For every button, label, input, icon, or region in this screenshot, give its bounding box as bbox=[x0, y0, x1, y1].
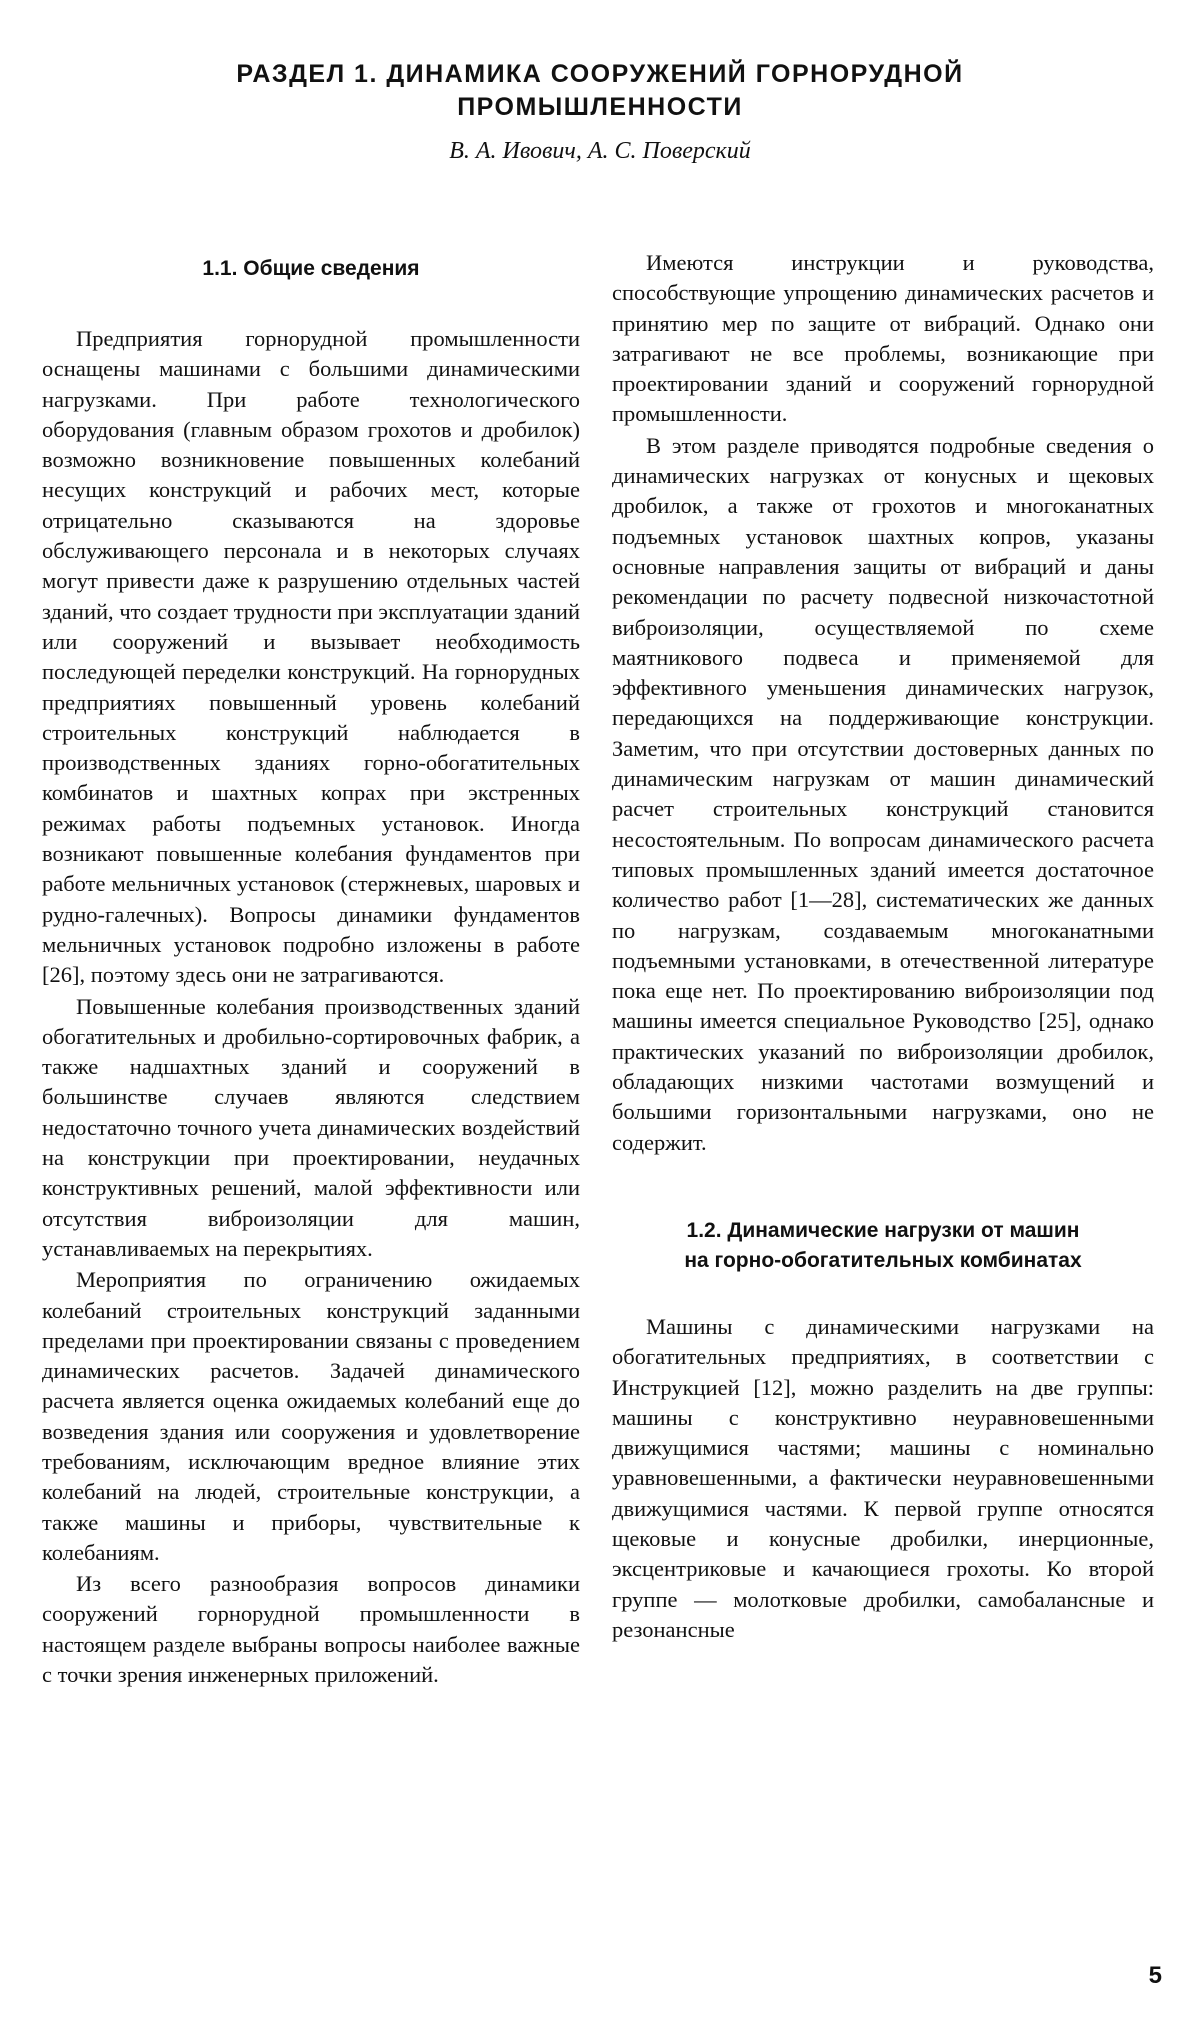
subsection-heading-line-2: на горно-обогатительных комбинатах bbox=[684, 1248, 1082, 1272]
paragraph: Предприятия горнорудной промышленности оснащены машинами с большими динамическими нагрузками. При работе технологического оборудования (главным образом грохотов и дробилок) возможно возникновение повышенных колебаний несущих конструкций и рабочих мест, которые отрицательно сказываются на здоровье обслуживающего персонала и в некоторых случаях могут привести даже к разрушению отдельных частей зданий, что создает трудности при эксплуатации зданий или сооружений и вызывает необходимость последующей переделки конструкций. На горнорудных предприятиях повышенный уровень колебаний строительных конструкций наблюдается в производственных зданиях горно-обогатительных комбинатов и шахтных копрах при экстренных режимах работы подъемных установок. Иногда возникают повышенные колебания фундаментов при работе мельничных установок (стержневых, шаровых и рудно-галечных). Вопросы динамики фундаментов мельничных установок подробно изложены в работе [26], поэтому здесь они не затрагиваются. bbox=[42, 326, 580, 988]
subsection-heading-1-2 bbox=[612, 1216, 1154, 1276]
left-column bbox=[42, 248, 580, 1690]
right-column bbox=[612, 248, 1154, 1645]
paragraph: Повышенные колебания производственных зданий обогатительных и дробильно-сортировочных фабрик, а также надшахтных зданий и сооружений в большинстве случаев являются следствием недостаточно точного учета динамических воздействий на конструкции при проектировании, неудачных конструктивных решений, малой эффективности или отсутствия виброизоляции для машин, устанавливаемых на перекрытиях. bbox=[42, 993, 580, 1261]
page-header bbox=[0, 58, 1200, 165]
section-title-line-2: ПРОМЫШЛЕННОСТИ bbox=[457, 93, 743, 121]
section-title-line-1: РАЗДЕЛ 1. ДИНАМИКА СООРУЖЕНИЙ ГОРНОРУДНОЙ bbox=[236, 60, 964, 88]
paragraph: Имеются инструкции и руководства, способствующие упрощению динамических расчетов и принятию мер по защите от вибраций. Однако они затрагивают не все проблемы, возникающие при проектировании зданий и сооружений горнорудной промышленности. bbox=[612, 250, 1154, 427]
subsection-heading-1-1: 1.1. Общие сведения bbox=[202, 257, 420, 280]
paragraph: Мероприятия по ограничению ожидаемых колебаний строительных конструкций заданными пределами при проектировании связаны с проведением динамических расчетов. Задачей динамического расчета является оценка ожидаемых колебаний еще до возведения здания или сооружения и удовлетворение требованиям, исключающим вредное влияние этих колебаний на людей, строительные конструкции, а также машины и приборы, чувствительные к колебаниям. bbox=[42, 1267, 580, 1565]
authors: В. А. Ивович, А. С. Поверский bbox=[449, 138, 751, 164]
paragraph: В этом разделе приводятся подробные сведения о динамических нагрузках от конусных и щековых дробилок, а также от грохотов и многоканатных подъемных установок шахтных копров, указаны основные направления защиты от вибраций и даны рекомендации по расчету подвесной низкочастотной виброизоляции, осуществляемой по схеме маятникового подвеса и применяемой для эффективного уменьшения динамических нагрузок, передающихся на поддерживающие конструкции. Заметим, что при отсутствии достоверных данных по динамическим нагрузкам от машин динамический расчет строительных конструкций становится несостоятельным. По вопросам динамического расчета типовых промышленных зданий имеется достаточное количество работ [1—28], систематических же данных по нагрузкам, создаваемым многоканатными подъемными установками, в отечественной литературе пока еще нет. По проектированию виброизоляции под машины имеется специальное Руководство [25], однако практических указаний по виброизоляции дробилок, обладающих низкими частотами возмущений и большими горизонтальными нагрузками, оно не содержит. bbox=[612, 432, 1154, 1155]
section-title bbox=[0, 58, 1200, 124]
paragraph: Из всего разнообразия вопросов динамики сооружений горнорудной промышленности в настоящем разделе выбраны вопросы наиболее важные с точки зрения инженерных приложений. bbox=[42, 1571, 580, 1688]
page-number: 5 bbox=[1148, 1962, 1162, 1989]
paragraph: Машины с динамическими нагрузками на обогатительных предприятиях, в соответствии с Инструкцией [12], можно разделить на две группы: машины с конструктивно неуравновешенными движущимися частями; машины с номинально уравновешенными, а фактически неуравновешенными движущимися частями. К первой группе относятся щековые и конусные дробилки, инерционные, эксцентриковые и качающиеся грохоты. Ко второй группе — молотковые дробилки, самобалансные и резонансные bbox=[612, 1313, 1154, 1642]
subsection-heading-line-1: 1.2. Динамические нагрузки от машин bbox=[686, 1218, 1080, 1242]
